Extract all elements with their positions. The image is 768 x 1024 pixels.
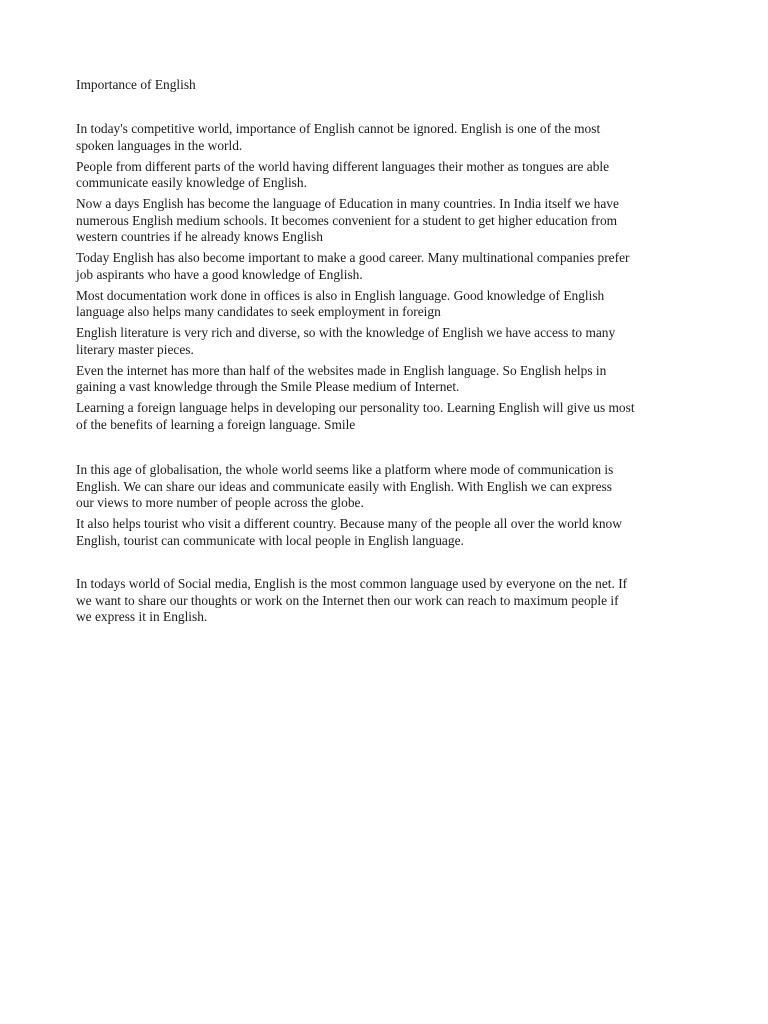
text-line: we express it in English. bbox=[76, 609, 208, 624]
text-line: In this age of globalisation, the whole world seems like a platform where mode of communication is bbox=[76, 462, 614, 477]
paragraph bbox=[76, 363, 696, 396]
text-line: Today English has also become important to make a good career. Many multinational companies prefer bbox=[76, 250, 630, 265]
paragraph bbox=[76, 250, 696, 283]
paragraph bbox=[76, 516, 696, 549]
document-section-1 bbox=[76, 121, 696, 438]
text-line: Most documentation work done in offices is also in English language. Good knowledge of English bbox=[76, 287, 605, 303]
paragraph bbox=[76, 576, 696, 626]
document-section-3 bbox=[76, 576, 696, 630]
text-line: English literature is very rich and diverse, so with the knowledge of English we have access to many bbox=[76, 325, 616, 340]
text-line: English. We can share our ideas and communicate easily with English. With English we can express bbox=[76, 478, 612, 494]
text-line: It also helps tourist who visit a different country. Because many of the people all over the world know bbox=[76, 516, 622, 531]
document-title: Importance of English bbox=[76, 77, 196, 92]
paragraph bbox=[76, 196, 696, 246]
text-line: of the benefits of learning a foreign language. Smile bbox=[76, 416, 356, 432]
text-line: our views to more number of people across the globe. bbox=[76, 495, 364, 510]
paragraph bbox=[76, 159, 696, 192]
text-line: In todays world of Social media, English is the most common language used by everyone on the net. If bbox=[76, 576, 628, 591]
paragraph bbox=[76, 462, 696, 512]
paragraph bbox=[76, 400, 696, 433]
text-line: numerous English medium schools. It becomes convenient for a student to get higher education from bbox=[76, 212, 618, 228]
text-line: language also helps many candidates to seek employment in foreign bbox=[76, 304, 441, 319]
text-line: Learning a foreign language helps in developing our personality too. Learning English will give us most bbox=[76, 400, 635, 415]
text-line: English, tourist can communicate with local people in English language. bbox=[76, 532, 464, 548]
text-line: In today's competitive world, importance of English cannot be ignored. English is one of the most bbox=[76, 121, 601, 136]
text-line: literary master pieces. bbox=[76, 341, 194, 357]
text-line: gaining a vast knowledge through the Smile Please medium of Internet. bbox=[76, 379, 460, 394]
text-line: People from different parts of the world having different languages their mother as tongues are able bbox=[76, 158, 610, 174]
text-line: western countries if he already knows English bbox=[76, 229, 323, 244]
text-line: Even the internet has more than half of the websites made in English language. So English helps in bbox=[76, 362, 607, 378]
text-line: spoken languages in the world. bbox=[76, 137, 243, 153]
document-section-2 bbox=[76, 462, 696, 554]
text-line: job aspirants who have a good knowledge of English. bbox=[76, 266, 363, 282]
paragraph bbox=[76, 288, 696, 321]
text-line: communicate easily knowledge of English. bbox=[76, 175, 307, 190]
paragraph bbox=[76, 121, 696, 154]
text-line: Now a days English has become the language of Education in many countries. In India itself we have bbox=[76, 196, 619, 211]
text-line: we want to share our thoughts or work on the Internet then our work can reach to maximum people if bbox=[76, 592, 619, 608]
paragraph bbox=[76, 325, 696, 358]
